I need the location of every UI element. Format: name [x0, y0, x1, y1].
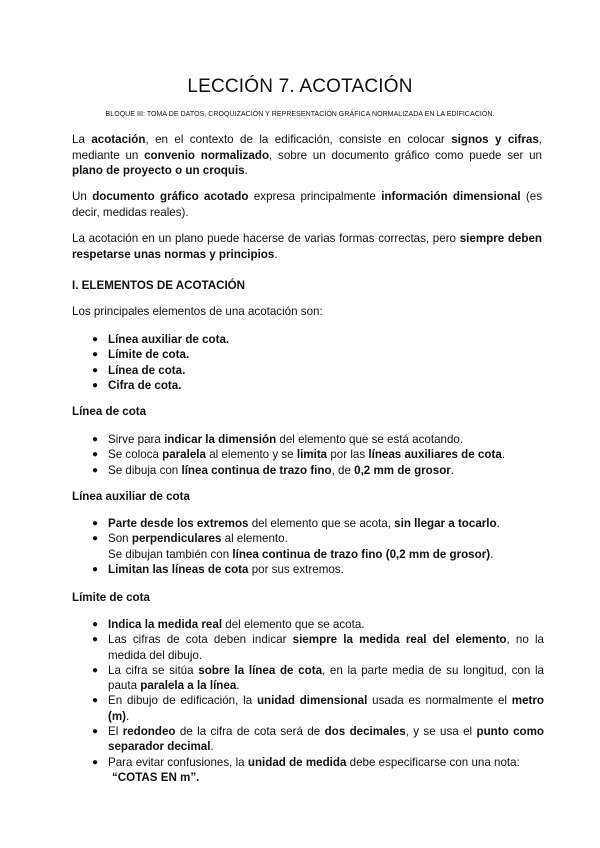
- elements-intro: Los principales elementos de una acotación son:: [72, 305, 323, 318]
- list-item: ● Límite de cota.: [92, 348, 190, 362]
- list-item: ● Cifra de cota.: [92, 378, 182, 392]
- list-item: ● Limitan las líneas de cota por sus extremos.: [92, 562, 344, 576]
- paragraph-documento-acotado: Un documento gráfico acotado expresa principalmente información dimensional (es decir, medidas reales).: [72, 190, 543, 219]
- paragraph-normas: La acotación en un plano puede hacerse de varias formas correctas, pero siempre deben respetarse unas normas y principios.: [72, 232, 542, 261]
- section-heading-elementos: I. ELEMENTOS DE ACOTACIÓN: [72, 279, 246, 292]
- bullet-icon: ●: [92, 726, 99, 738]
- heading-linea-auxiliar: Línea auxiliar de cota: [72, 490, 190, 503]
- elements-list: [92, 332, 544, 393]
- list-item: ● El redondeo de la cifra de cota será de dos decimales, y se usa el punto como separador decimal.: [92, 725, 544, 754]
- bullet-icon: ●: [92, 379, 99, 391]
- bullet-icon: ●: [92, 449, 99, 461]
- list-item: ● Indica la medida real del elemento que se acota.: [92, 618, 365, 631]
- list-item: ● Las cifras de cota deben indicar siempre la medida real del elemento, no la medida del dibujo.: [92, 633, 545, 662]
- bullet-icon: ●: [92, 334, 99, 345]
- list-item: ● Para evitar confusiones, la unidad de medida debe especificarse con una nota: “COTAS EN m”.: [92, 755, 520, 784]
- linea-auxiliar-list: [92, 516, 544, 577]
- bullet-icon: ●: [92, 664, 99, 676]
- list-item: ● Línea auxiliar de cota.: [92, 333, 230, 346]
- bullet-icon: ●: [92, 518, 99, 529]
- bullet-icon: ●: [92, 634, 99, 646]
- limite-cota-list: [92, 617, 544, 785]
- list-item: ● Línea de cota.: [92, 363, 186, 377]
- bullet-icon: ●: [92, 619, 99, 630]
- page-title: LECCIÓN 7. ACOTACIÓN: [187, 76, 413, 97]
- bullet-icon: ●: [92, 364, 99, 376]
- paragraph-definition: La acotación, en el contexto de la edificación, consiste en colocar signos y cifras, mediante un convenio normalizado, sobre un documento gráfico como puede ser un plano de proyecto o un croquis.: [72, 133, 542, 178]
- list-item: ● Parte desde los extremos del elemento que se acota, sin llegar a tocarlo.: [92, 517, 500, 530]
- bullet-icon: ●: [92, 464, 99, 476]
- list-item: ● Sirve para indicar la dimensión del elemento que se está acotando.: [92, 433, 464, 446]
- list-item: ● Son perpendiculares al elemento. Se dibujan también con línea continua de trazo fino (0,2 mm de grosor).: [92, 532, 494, 561]
- bullet-icon: ●: [92, 695, 99, 707]
- heading-linea-cota: Línea de cota: [72, 405, 147, 418]
- linea-cota-list: [92, 432, 544, 478]
- list-item: ● La cifra se sitúa sobre la línea de cota, en la parte media de su longitud, con la pauta paralela a la línea.: [92, 663, 544, 693]
- bullet-icon: ●: [92, 533, 99, 545]
- page-subtitle: BLOQUE III: TOMA DE DATOS, CROQUIZACIÓN Y REPRESENTACIÓN GRÁFICA NORMALIZADA EN LA EDIFICACIÓN.: [105, 111, 495, 118]
- list-item: ● Se dibuja con línea continua de trazo fino, de 0,2 mm de grosor.: [92, 463, 455, 477]
- list-item: ● Se coloca paralela al elemento y se limita por las líneas auxiliares de cota.: [92, 448, 506, 462]
- bullet-icon: ●: [92, 434, 99, 445]
- bullet-icon: ●: [92, 349, 99, 361]
- list-item: ● En dibujo de edificación, la unidad dimensional usada es normalmente el metro (m).: [92, 694, 544, 723]
- heading-limite-cota: Límite de cota: [72, 591, 150, 604]
- bullet-icon: ●: [92, 563, 99, 575]
- bullet-icon: ●: [92, 756, 99, 768]
